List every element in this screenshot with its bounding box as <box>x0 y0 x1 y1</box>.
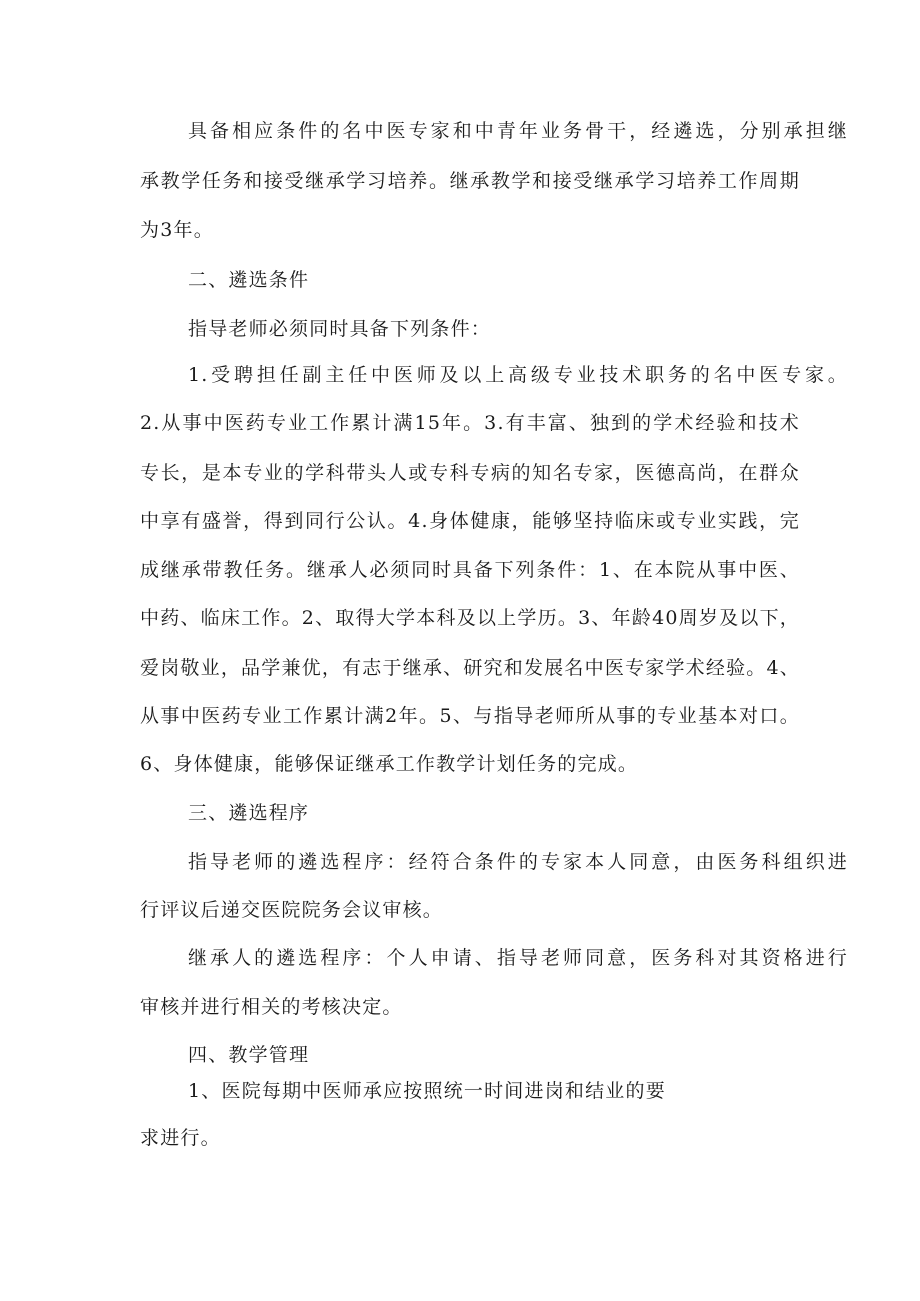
paragraph-intro-line-1: 具备相应条件的名中医专家和中青年业务骨干，经遴选，分别承担继 <box>188 120 848 142</box>
paragraph-successor-procedure-line-1: 继承人的遴选程序：个人申请、指导老师同意，医务科对其资格进行 <box>188 947 848 969</box>
paragraph-conditions-line-2: 2.从事中医药专业工作累计满15年。3.有丰富、独到的学术经验和技术 <box>140 412 800 434</box>
paragraph-intro-line-2: 承教学任务和接受继承学习培养。继承教学和接受继承学习培养工作周期 <box>140 170 800 192</box>
paragraph-mentor-procedure-line-2: 行评议后递交医院院务会议审核。 <box>140 899 444 921</box>
paragraph-conditions-line-9: 6、身体健康，能够保证继承工作教学计划任务的完成。 <box>140 753 639 775</box>
paragraph-conditions-line-3: 专长，是本专业的学科带头人或专科专病的知名专家，医德高尚，在群众 <box>140 462 800 484</box>
section-heading-selection-procedure: 三、遴选程序 <box>188 802 310 824</box>
paragraph-mentor-conditions-intro: 指导老师必须同时具备下列条件： <box>188 318 492 340</box>
paragraph-successor-procedure-line-2: 审核并进行相关的考核决定。 <box>140 996 403 1018</box>
paragraph-intro-line-3: 为3年。 <box>140 219 214 241</box>
paragraph-conditions-line-1: 1.受聘担任副主任中医师及以上高级专业技术职务的名中医专家。 <box>188 364 848 386</box>
section-heading-teaching-management: 四、教学管理 <box>188 1044 310 1066</box>
paragraph-mentor-procedure-line-1: 指导老师的遴选程序：经符合条件的专家本人同意，由医务科组织进 <box>188 851 848 873</box>
paragraph-conditions-line-4: 中享有盛誉，得到同行公认。4.身体健康，能够坚持临床或专业实践，完 <box>140 510 800 532</box>
paragraph-conditions-line-5: 成继承带教任务。继承人必须同时具备下列条件：1、在本院从事中医、 <box>140 559 800 581</box>
paragraph-conditions-line-7: 爱岗敬业，品学兼优，有志于继承、研究和发展名中医专家学术经验。4、 <box>140 657 800 679</box>
paragraph-conditions-line-6: 中药、临床工作。2、取得大学本科及以上学历。3、年龄40周岁及以下， <box>140 607 800 629</box>
section-heading-selection-criteria: 二、遴选条件 <box>188 269 310 291</box>
paragraph-conditions-line-8: 从事中医药专业工作累计满2年。5、与指导老师所从事的专业基本对口。 <box>140 705 800 727</box>
paragraph-management-line-2: 求进行。 <box>140 1127 221 1149</box>
paragraph-management-line-1: 1、医院每期中医师承应按照统一时间进岗和结业的要 <box>188 1080 666 1102</box>
